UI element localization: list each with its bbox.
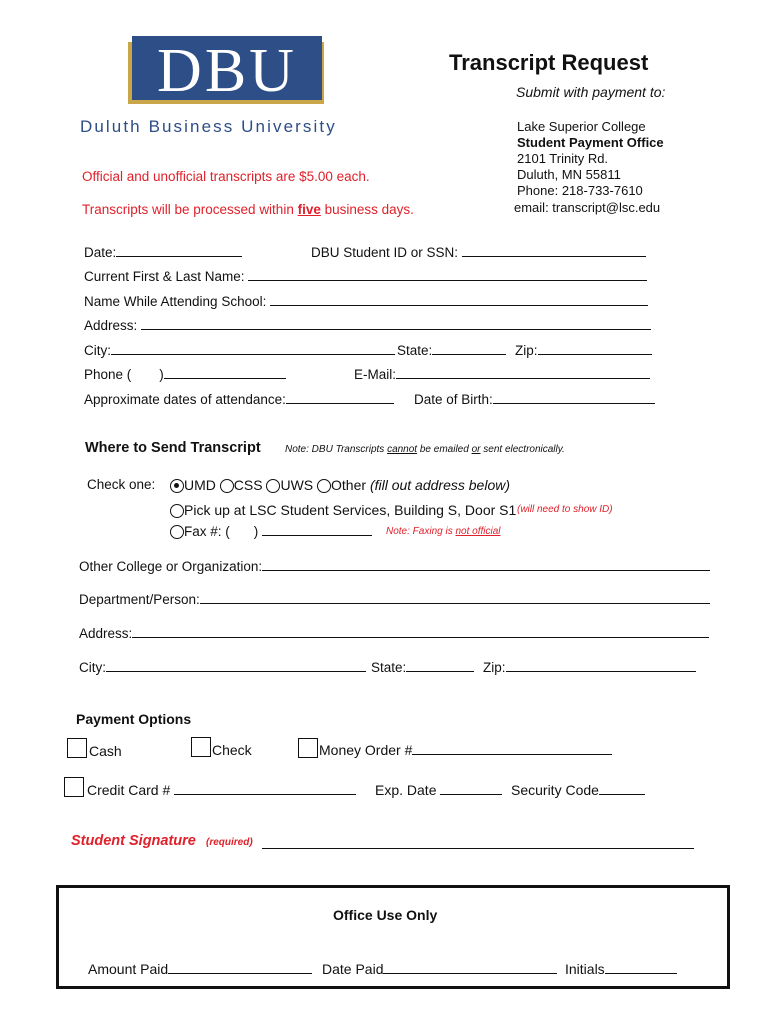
email-field[interactable] <box>354 366 650 382</box>
address-line: Lake Superior College <box>517 119 646 134</box>
university-name: Duluth Business University <box>80 117 337 136</box>
department-field[interactable] <box>79 591 710 607</box>
address-line: Duluth, MN 55811 <box>517 167 621 182</box>
security-code-field[interactable] <box>511 782 645 798</box>
department-label: Department/Person: <box>79 592 200 607</box>
fax-note-not-official: not official <box>455 526 501 537</box>
option-pickup[interactable] <box>170 502 516 518</box>
send-heading: Where to Send Transcript <box>85 440 261 456</box>
check-one-label: Check one: <box>87 477 156 492</box>
signature-label: Student Signature <box>71 833 196 849</box>
date-label: Date: <box>84 245 117 260</box>
umd-label: UMD <box>184 477 216 493</box>
date-paid-label: Date Paid <box>322 961 384 977</box>
send-note <box>285 444 565 455</box>
state-label: State: <box>397 343 433 358</box>
exp-date-field[interactable] <box>375 782 502 798</box>
fax-label: Fax #: ( <box>184 524 230 539</box>
dbu-logo <box>128 36 324 104</box>
signature-required: (required) <box>206 837 253 848</box>
send-note-cannot: cannot <box>387 444 418 455</box>
option-umd[interactable] <box>170 477 216 493</box>
money-order-label: Money Order # <box>319 742 413 758</box>
date-paid-field[interactable] <box>322 961 557 977</box>
signature-line[interactable] <box>262 836 694 849</box>
money-order-field[interactable] <box>319 742 612 758</box>
dob-field[interactable] <box>414 391 655 407</box>
other-address-field[interactable] <box>79 625 709 641</box>
css-label: CSS <box>233 477 263 493</box>
cash-checkbox[interactable] <box>67 738 87 758</box>
option-fax[interactable] <box>170 523 372 539</box>
other-zip-label: Zip: <box>483 660 506 675</box>
address-line: 2101 Trinity Rd. <box>517 151 609 166</box>
student-id-label: DBU Student ID or SSN: <box>311 245 459 260</box>
attendance-dates-field[interactable] <box>84 391 394 407</box>
send-note-text: sent electronically. <box>480 444 565 455</box>
cash-label: Cash <box>89 743 122 759</box>
security-code-label: Security Code <box>511 782 599 798</box>
state-field[interactable] <box>397 342 506 358</box>
current-name-label: Current First & Last Name: <box>84 269 245 284</box>
address-label: Address: <box>84 318 138 333</box>
other-label: Other <box>331 477 367 493</box>
address-field[interactable] <box>84 317 651 333</box>
money-order-checkbox[interactable] <box>298 738 318 758</box>
fax-note-text: Note: Faxing is <box>386 526 456 537</box>
attendance-dates-label: Approximate dates of attendance: <box>84 392 286 407</box>
other-city-field[interactable] <box>79 659 366 675</box>
uws-radio[interactable] <box>266 479 280 493</box>
student-id-field[interactable] <box>311 244 646 260</box>
name-school-label: Name While Attending School: <box>84 294 267 309</box>
email-label: E-Mail: <box>354 367 397 382</box>
send-note-or: or <box>471 444 481 455</box>
credit-card-checkbox[interactable] <box>64 777 84 797</box>
phone-paren: ) <box>159 367 164 382</box>
other-radio[interactable] <box>317 479 331 493</box>
processing-text-end: business days. <box>320 202 414 217</box>
initials-label: Initials <box>565 961 605 977</box>
page-title: Transcript Request <box>449 50 649 75</box>
mailing-address <box>517 119 664 199</box>
amount-paid-field[interactable] <box>88 961 312 977</box>
other-zip-field[interactable] <box>483 659 696 675</box>
fax-radio[interactable] <box>170 525 184 539</box>
price-note: Official and unofficial transcripts are $5.00 each. <box>82 169 370 184</box>
submit-instruction: Submit with payment to: <box>516 84 666 100</box>
option-css[interactable] <box>220 477 263 493</box>
other-note: (fill out address below) <box>369 477 510 493</box>
pickup-note: (will need to show ID) <box>517 504 613 515</box>
credit-card-label: Credit Card # <box>87 782 171 798</box>
umd-radio[interactable] <box>170 479 184 493</box>
address-line: Student Payment Office <box>517 135 664 150</box>
processing-text: Transcripts will be processed within <box>82 202 298 217</box>
other-state-field[interactable] <box>371 659 474 675</box>
zip-label: Zip: <box>515 343 538 358</box>
other-address-label: Address: <box>79 626 133 641</box>
name-school-field[interactable] <box>84 293 648 309</box>
address-line: Phone: 218-733-7610 <box>517 183 643 198</box>
check-checkbox[interactable] <box>191 737 211 757</box>
current-name-field[interactable] <box>84 268 647 284</box>
fax-note <box>386 526 501 537</box>
date-field[interactable] <box>84 244 242 260</box>
phone-field[interactable] <box>84 366 286 382</box>
send-note-text: Note: DBU Transcripts <box>285 444 388 455</box>
other-state-label: State: <box>371 660 407 675</box>
pickup-label: Pick up at LSC Student Services, Building S, Door S1 <box>184 502 517 518</box>
other-college-label: Other College or Organization: <box>79 559 263 574</box>
css-radio[interactable] <box>220 479 234 493</box>
option-other[interactable] <box>317 477 366 493</box>
other-college-field[interactable] <box>79 558 710 574</box>
fax-paren: ) <box>253 524 259 539</box>
credit-card-field[interactable] <box>87 782 356 798</box>
check-label: Check <box>212 742 252 758</box>
option-uws[interactable] <box>266 477 313 493</box>
processing-days: five <box>297 202 321 217</box>
city-label: City: <box>84 343 111 358</box>
pickup-radio[interactable] <box>170 504 184 518</box>
initials-field[interactable] <box>565 961 677 977</box>
destination-options <box>170 477 510 493</box>
city-field[interactable] <box>84 342 395 358</box>
dob-label: Date of Birth: <box>414 392 493 407</box>
payment-heading: Payment Options <box>76 711 192 727</box>
send-note-text: be emailed <box>417 444 472 455</box>
zip-field[interactable] <box>515 342 652 358</box>
amount-paid-label: Amount Paid <box>88 961 169 977</box>
contact-email: email: transcript@lsc.edu <box>514 200 661 215</box>
office-heading: Office Use Only <box>333 907 438 923</box>
uws-label: UWS <box>280 477 314 493</box>
processing-note <box>82 202 414 217</box>
other-city-label: City: <box>79 660 106 675</box>
exp-date-label: Exp. Date <box>375 782 437 798</box>
phone-label: Phone ( <box>84 367 132 382</box>
svg-text:DBU: DBU <box>157 37 297 104</box>
